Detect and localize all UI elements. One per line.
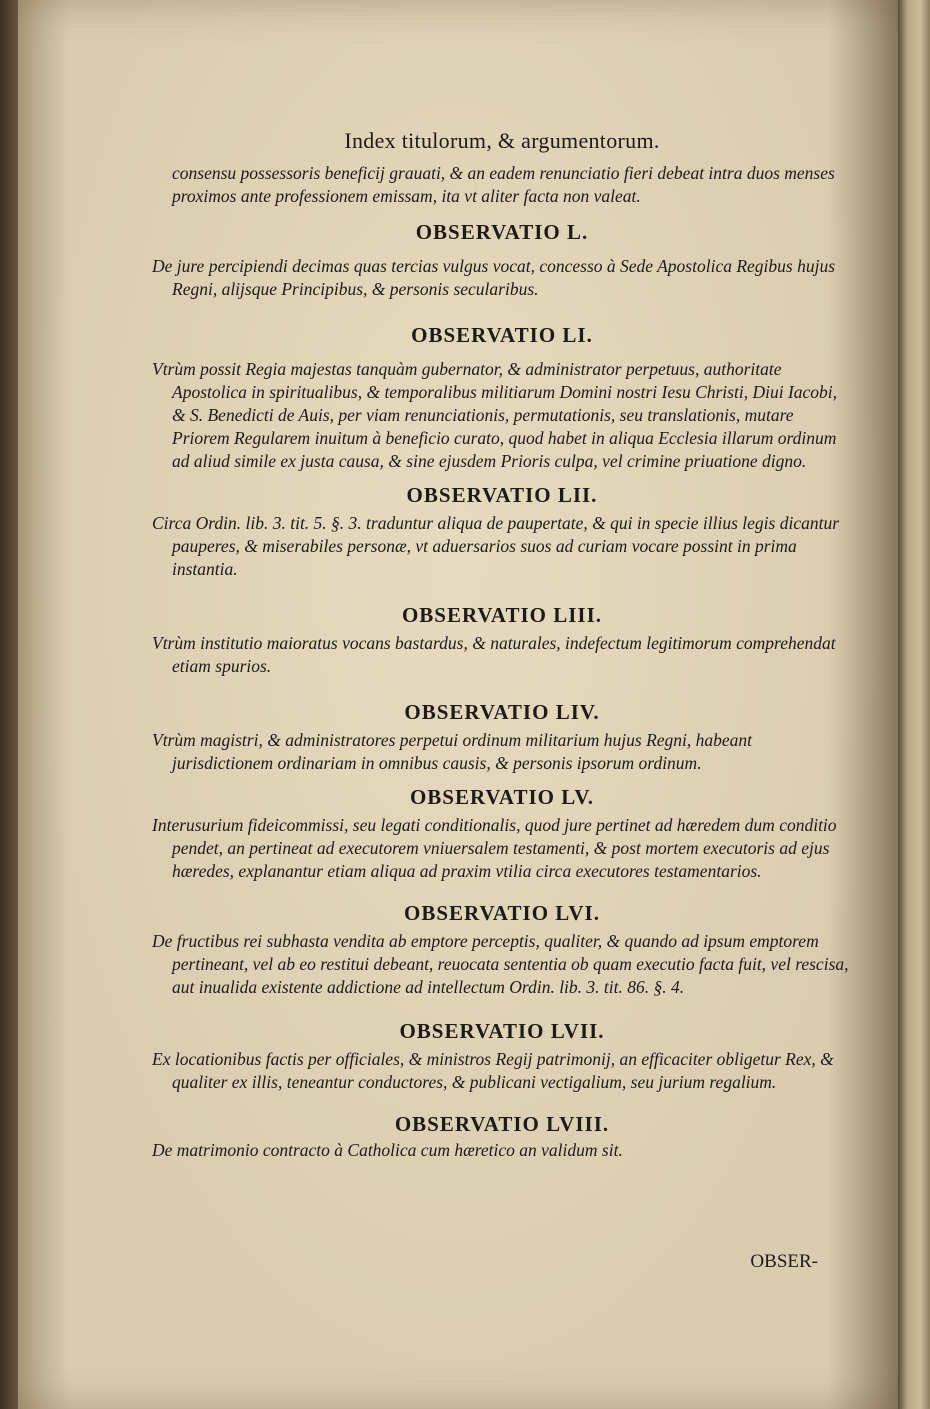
entry-text: De matrimonio contracto à Catholica cum hæretico an validum sit. <box>152 1140 623 1160</box>
entry-2 <box>152 323 852 473</box>
book-binding-left <box>0 0 18 1409</box>
observation-title: OBSERVATIO LI. <box>411 323 593 347</box>
observation-title: OBSERVATIO LII. <box>406 483 598 507</box>
catchword: OBSER- <box>750 1251 818 1272</box>
entry-text: De fructibus rei subhasta vendita ab emptore perceptis, qualiter, & quando ad ipsum emptorem pertineant, vel ab eo restitui debeant, reuocata sententia ob quam executio facta fuit, vel rescisa, aut inualida existente addictione ad intellectum Ordin. lib. 3. tit. 86. §. 4. <box>152 931 849 997</box>
entry-5 <box>152 700 852 775</box>
running-head: Index titulorum, & argumentorum. <box>344 128 660 153</box>
entry-1 <box>152 220 852 301</box>
entry-text: Vtrùm institutio maioratus vocans bastardus, & naturales, indefectum legitimorum comprehendat etiam spurios. <box>152 633 836 676</box>
entry-3 <box>152 483 852 581</box>
observation-title: OBSERVATIO LVIII. <box>394 1112 610 1136</box>
observation-title: OBSERVATIO LVI. <box>404 901 600 925</box>
entry-text: Circa Ordin. lib. 3. tit. 5. §. 3. traduntur aliqua de paupertate, & qui in specie illius legis dicantur pauperes, & miserabiles personæ, vt aduersarios suos ad curiam vocare possint in prima instantia. <box>152 513 840 579</box>
entry-text: De jure percipiendi decimas quas tercias vulgus vocat, concesso à Sede Apostolica Regibus hujus Regni, alijsque Principibus, & personis secularibus. <box>152 256 836 299</box>
entry-text: consensu possessoris beneficij grauati, & an eadem renunciatio fieri debeat intra duos menses proximos ante professionem emissam, ita vt aliter facta non valeat. <box>172 163 835 206</box>
entry-6 <box>152 785 852 883</box>
entry-text: Ex locationibus factis per officiales, & ministros Regij patrimonij, an efficaciter obligetur Rex, & qualiter ex illis, teneantur conductores, & publicani vectigalium, seu jurium regalium. <box>152 1049 834 1092</box>
entry-text: Interusurium fideicommissi, seu legati conditionalis, quod jure pertinet ad hæredem dum conditio pendet, an pertineat ad executorem vniuersalem testamenti, & post mortem executoris ad ejus hæredes, explanantur etiam aliqua ad praxim vtilia circa executores testamentarios. <box>152 815 837 881</box>
observation-title: OBSERVATIO LV. <box>409 785 595 809</box>
entry-0 <box>152 162 852 208</box>
entry-9 <box>152 1112 852 1162</box>
observation-title: OBSERVATIO LIV. <box>404 700 600 724</box>
entry-text: Vtrùm possit Regia majestas tanquàm gubernator, & administrator perpetuus, authoritate Apostolica in spiritualibus, & temporalibus militiarum Domini nostri Iesu Christi, Diui Iacobi, & S. Benedicti de Auis, per viam renunciationis, permutationis, seu translationis, mutare Priorem Regularem inuitum à beneficio curato, quod habet in aliqua Ecclesia illarum ordinum ad aliud simile ex justa causa, & sine ejusdem Prioris culpa, vel crimine priuatione digno. <box>152 359 838 471</box>
page-edge-right <box>898 0 930 1409</box>
entry-8 <box>152 1019 852 1094</box>
page-content <box>152 128 852 1162</box>
observation-title: OBSERVATIO L. <box>415 220 589 244</box>
entry-text: Vtrùm magistri, & administratores perpetui ordinum militarium hujus Regni, habeant jurisdictionem ordinariam in omnibus causis, & personis ipsorum ordinum. <box>152 730 753 773</box>
entry-7 <box>152 901 852 999</box>
entry-4 <box>152 603 852 678</box>
observation-title: OBSERVATIO LVII. <box>399 1019 605 1043</box>
observation-title: OBSERVATIO LIII. <box>401 603 603 627</box>
